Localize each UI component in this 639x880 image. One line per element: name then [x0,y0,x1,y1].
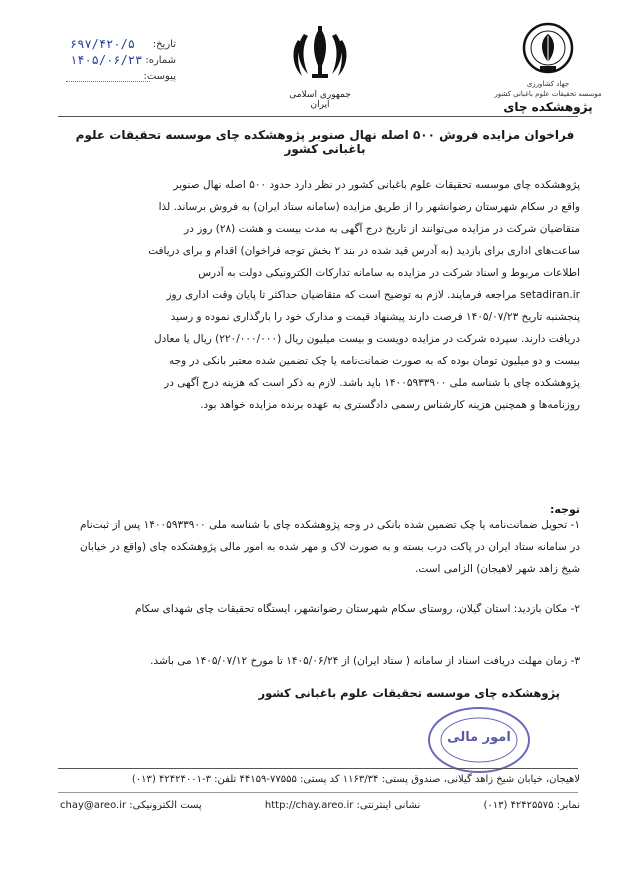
body-line: پنجشنبه تاریخ ۱۴۰۵/۰۷/۲۳ فرصت دارند پیشنهاد قیمت و مدارک خود را بارگذاری نموده و رسید [170,311,580,323]
meta-date-value: ۶۹۷/۴۲۰/۵ [70,37,136,51]
body-line: اطلاعات مربوط و اسناد شرکت در مزایده به سامانه تدارکات الکترونیکی دولت به آدرس [198,267,580,279]
announcement-body [80,174,580,416]
footer-divider [58,768,578,769]
meta-date-label: تاریخ: [152,38,176,50]
note-item-1: ۱- تحویل ضمانت‌نامه یا چک تضمین شده بانکی در وجه پژوهشکده چای با شناسه ملی ۱۴۰۰۵۹۳۳۹۰۰ پس از ثبت‌نام در سامانه ستاد ایران در پاکت درب بسته و به صورت لاک و مهر شده به امور مالی پژوهشکده چای (واقع در خیابان شیخ زاهد شهر لاهیجان) الزامی است. [80,519,580,575]
footer-email[interactable]: پست الکترونیکی: chay@areo.ir [60,800,202,811]
body-line: واقع در سکام شهرستان رضوانشهر را از طریق مزایده (سامانه ستاد ایران) به فروش برساند. لذا [158,201,580,213]
meta-attachment-label: پیوست: [143,70,176,82]
note-item-3: ۳- زمان مهلت دریافت اسناد از سامانه ( ستاد ایران) از ۱۴۰۵/۰۶/۲۴ تا مورخ ۱۴۰۵/۰۷/۱۲ می باشد. [150,655,580,667]
body-line: setadiran.ir مراجعه فرمایند. لازم به توضیح است که متقاضیان حداکثر تا پایان وقت اداری روز [166,289,580,301]
note-item-2: ۲- مکان بازدید: استان گیلان، روستای سکام شهرستان رضوانشهر، ایستگاه تحقیقات چای شهدای سکام [134,603,580,615]
logo-title: پژوهشکده چای [503,100,593,114]
footer-contacts [60,798,580,814]
footer-divider-2 [58,792,578,793]
meta-attachment [66,68,176,84]
body-line: بیست و دو میلیون تومان بوده که به صورت ضمانت‌نامه یا چک تضمین شده معتبر بانکی در وجه [168,355,580,367]
tea-leaf-logo-icon [522,22,574,74]
meta-attachment-value [66,71,150,82]
body-line: پژوهشکده چای با شناسه ملی ۱۴۰۰۵۹۳۳۹۰۰ باید باشد. لازم به ذکر است که هزینه درج آگهی در [164,377,580,389]
stamp-text: امور مالی [447,730,511,745]
emblem-caption: جمهوری اسلامی ایران [289,90,351,110]
emblem-icon [290,24,350,82]
meta-date [66,36,176,52]
meta-number-value: ۱۴۰۵/۰۶/۲۳ [70,53,143,67]
footer-website[interactable]: نشانی اینترنتی: http://chay.areo.ir [264,800,421,811]
letter-meta [66,36,176,84]
body-line: ساعت‌های اداری برای بازدید (به آدرس قید شده در بند ۲ بخش توجه فراخوان) اقدام و برای دریافت [148,245,580,257]
national-emblem [280,24,360,110]
body-line: روزنامه‌ها و همچنین هزینه کارشناس رسمی دادگستری به عهده برنده مزایده خواهد بود. [200,399,580,411]
announcement-title: فراخوان مزایده فروش ۵۰۰ اصله نهال صنوبر پژوهشکده چای موسسه تحقیقات علوم باغبانی کشور [75,128,575,156]
footer-fax: نمابر: ۴۲۴۲۵۵۷۵ (۰۱۳) [483,800,580,811]
signature-line: پژوهشکده چای موسسه تحقیقات علوم باغبانی کشور [258,686,560,700]
logo-subtitle: موسسه تحقیقات علوم باغبانی کشور [494,90,602,98]
body-line: پژوهشکده چای موسسه تحقیقات علوم باغبانی کشور در نظر دارد حدود ۵۰۰ اصله نهال صنوبر [173,179,580,191]
logo-badge: جهاد کشاورزی [526,80,570,88]
official-stamp [425,704,533,776]
header-divider [58,116,578,117]
meta-number [66,52,176,68]
meta-number-label: شماره: [145,54,176,66]
institute-logo [488,22,608,114]
notes-heading: توجه: [549,503,580,516]
footer-address: لاهیجان، خیابان شیخ زاهد گیلانی، صندوق پستی: ۱۱۶۳/۳۴ کد پستی: ۷۷۵۵۵-۴۴۱۵۹ تلفن: ۳-۴۲۴۲۴۰۰۱ (۰۱۳) [131,774,580,785]
body-line: متقاضیان شرکت در مزایده می‌توانند از تاریخ درج آگهی به مدت بیست و هشت (۲۸) روز در [184,223,580,235]
body-line: دریافت دارند. سپرده شرکت در مزایده دویست و بیست میلیون ریال (۲۲۰/۰۰۰/۰۰۰) ریال یا معادل [154,333,580,345]
